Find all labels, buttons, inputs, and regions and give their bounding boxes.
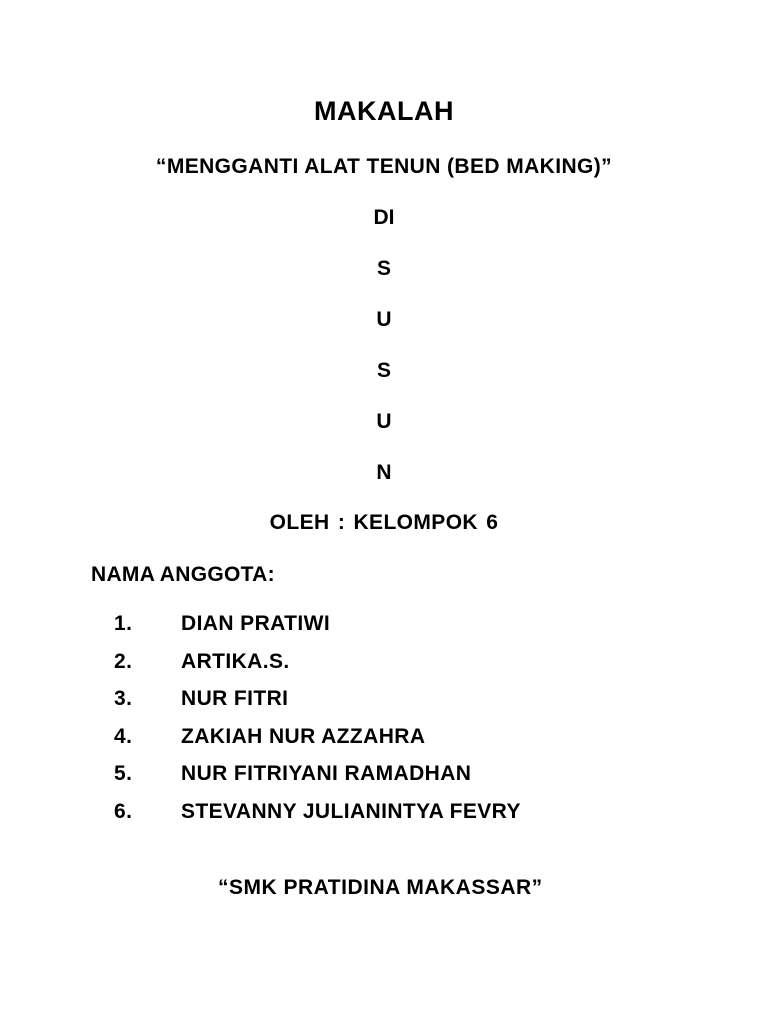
vertical-word-4: S xyxy=(376,359,391,382)
document-title: MAKALAH xyxy=(314,96,454,126)
vertical-word-2: S xyxy=(376,257,391,280)
member-list xyxy=(0,612,768,838)
member-name: DIAN PRATIWI xyxy=(181,612,331,635)
vertical-word-1: DI xyxy=(373,206,395,229)
member-item xyxy=(0,800,768,838)
member-number: 5. xyxy=(114,762,133,786)
member-name: NUR FITRI xyxy=(181,687,289,711)
vertical-word-6: N xyxy=(376,461,392,484)
member-number: 6. xyxy=(114,799,133,823)
vertical-word-3: U xyxy=(376,308,392,331)
member-name: STEVANNY JULIANINTYA FEVRY xyxy=(181,799,521,823)
members-label: NAMA ANGGOTA: xyxy=(91,563,275,586)
member-item xyxy=(0,762,768,800)
member-name: ARTIKA.S. xyxy=(181,649,290,673)
member-item xyxy=(0,687,768,725)
member-name: ZAKIAH NUR AZZAHRA xyxy=(181,724,426,748)
member-number: 3. xyxy=(114,687,133,711)
vertical-word-5: U xyxy=(376,410,392,433)
school-name: “SMK PRATIDINA MAKASSAR” xyxy=(218,876,543,899)
group-line: OLEH : KELOMPOK 6 xyxy=(269,511,499,534)
member-item xyxy=(0,650,768,688)
document-subtitle: “MENGGANTI ALAT TENUN (BED MAKING)” xyxy=(155,155,613,178)
member-name: NUR FITRIYANI RAMADHAN xyxy=(181,762,472,786)
member-item xyxy=(0,612,768,650)
member-number: 2. xyxy=(114,649,133,673)
member-item xyxy=(0,725,768,763)
member-number: 1. xyxy=(114,612,133,635)
member-number: 4. xyxy=(114,724,133,748)
